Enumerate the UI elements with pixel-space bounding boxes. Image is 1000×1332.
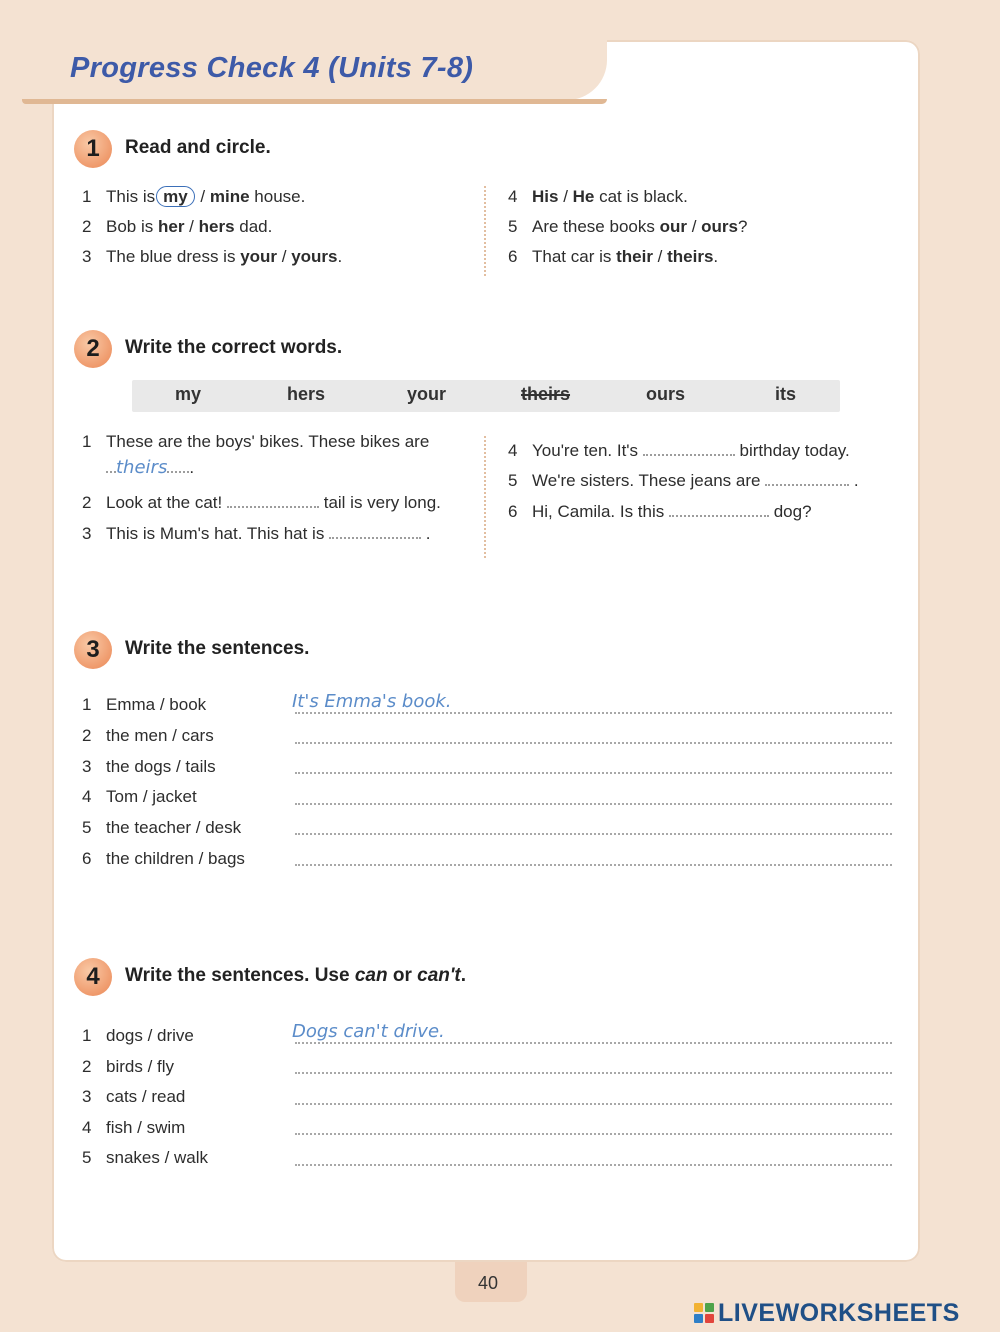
circle-item: 5 Are these books our / ours? — [508, 217, 748, 236]
logo-mark-icon — [694, 1303, 714, 1323]
gap-fill-item: 4 You're ten. It's birthday today. — [508, 441, 850, 460]
option[interactable]: her — [157, 217, 185, 236]
gap-fill-item: 5 We're sisters. These jeans are . — [508, 471, 859, 490]
option[interactable]: theirs — [667, 247, 714, 266]
answer-line[interactable] — [295, 1164, 892, 1166]
answer-line[interactable] — [295, 742, 892, 744]
option[interactable]: yours — [291, 247, 338, 266]
gap-fill-item: 2 Look at the cat! tail is very long. — [82, 493, 441, 512]
answer-dots — [106, 459, 116, 473]
prompt-item: 2 the men / cars — [82, 726, 214, 745]
option[interactable]: their — [616, 247, 653, 266]
gap-fill-item: 1 These are the boys' bikes. These bikes are — [82, 432, 430, 451]
prompt-item: 1 Emma / book — [82, 695, 207, 714]
prompt-item: 2 birds / fly — [82, 1057, 175, 1076]
section-3-heading: Write the sentences. — [125, 638, 310, 659]
handwritten-answer[interactable]: theirs — [116, 457, 168, 478]
word-box-item: my — [175, 384, 202, 404]
circle-item: 1 This is my / mine house. — [82, 187, 306, 206]
circle-item: 3 The blue dress is your / yours. — [82, 247, 343, 266]
logo-text: LIVEWORKSHEETS — [718, 1298, 960, 1327]
word-box-item: your — [407, 384, 447, 404]
section-1-heading: Read and circle. — [125, 137, 271, 158]
circle-item: 6 That car is their / theirs. — [508, 247, 719, 266]
answer-line[interactable] — [295, 772, 892, 774]
prompt-item: 1 dogs / drive — [82, 1026, 194, 1045]
section-2-heading: Write the correct words. — [125, 337, 343, 358]
answer-line[interactable] — [295, 1133, 892, 1135]
liveworksheets-logo — [694, 1298, 960, 1328]
section-2-number: 2 — [74, 330, 112, 368]
word-box — [132, 380, 840, 412]
page-number: 40 — [478, 1273, 499, 1293]
word-box-item-used: theirs — [521, 384, 571, 404]
column-divider — [484, 436, 486, 558]
answer-line[interactable] — [295, 1103, 892, 1105]
gap-fill-answer-line: theirs . — [106, 457, 194, 478]
gap-fill-item: 6 Hi, Camila. Is this dog? — [508, 502, 812, 521]
circle-item: 4 His / He cat is black. — [508, 187, 688, 206]
prompt-item: 5 the teacher / desk — [82, 818, 242, 837]
option[interactable]: hers — [198, 217, 235, 236]
gap-fill-item: 3 This is Mum's hat. This hat is . — [82, 524, 431, 543]
answer-blank[interactable] — [643, 442, 735, 456]
answer-blank[interactable] — [765, 472, 849, 486]
answer-line[interactable] — [295, 864, 892, 866]
section-1-number: 1 — [74, 130, 112, 168]
handwritten-answer: It's Emma's book. — [292, 691, 456, 712]
handwritten-answer: Dogs can't drive. — [292, 1021, 449, 1042]
column-divider — [484, 186, 486, 276]
prompt-item: 3 the dogs / tails — [82, 757, 216, 776]
word-box-item: ours — [646, 384, 686, 404]
prompt-item: 4 Tom / jacket — [82, 787, 197, 806]
prompt-item: 6 the children / bags — [82, 849, 245, 868]
section-3-number: 3 — [74, 631, 112, 669]
word-box-item: its — [775, 384, 797, 404]
answer-line[interactable] — [295, 1042, 892, 1044]
answer-line[interactable] — [295, 712, 892, 714]
word-box-item: hers — [287, 384, 326, 404]
section-4-number: 4 — [74, 958, 112, 996]
answer-blank[interactable] — [227, 494, 319, 508]
answer-blank[interactable] — [329, 525, 421, 539]
option[interactable]: our — [659, 217, 687, 236]
page-title: Progress Check 4 (Units 7-8) — [70, 52, 474, 84]
option[interactable]: His — [532, 187, 559, 206]
answer-line[interactable] — [295, 803, 892, 805]
answer-dots — [167, 459, 189, 473]
prompt-item: 5 snakes / walk — [82, 1148, 209, 1167]
section-4-heading: Write the sentences. Use can or can't. — [125, 965, 467, 986]
answer-blank[interactable] — [669, 503, 769, 517]
prompt-item: 4 fish / swim — [82, 1118, 186, 1137]
prompt-item: 3 cats / read — [82, 1087, 186, 1106]
option[interactable]: mine — [209, 187, 250, 206]
option[interactable]: your — [240, 247, 278, 266]
option[interactable]: He — [572, 187, 595, 206]
circled-answer[interactable]: my — [156, 186, 195, 207]
answer-line[interactable] — [295, 1072, 892, 1074]
option[interactable]: ours — [701, 217, 738, 236]
circle-item: 2 Bob is her / hers dad. — [82, 217, 273, 236]
answer-line[interactable] — [295, 833, 892, 835]
